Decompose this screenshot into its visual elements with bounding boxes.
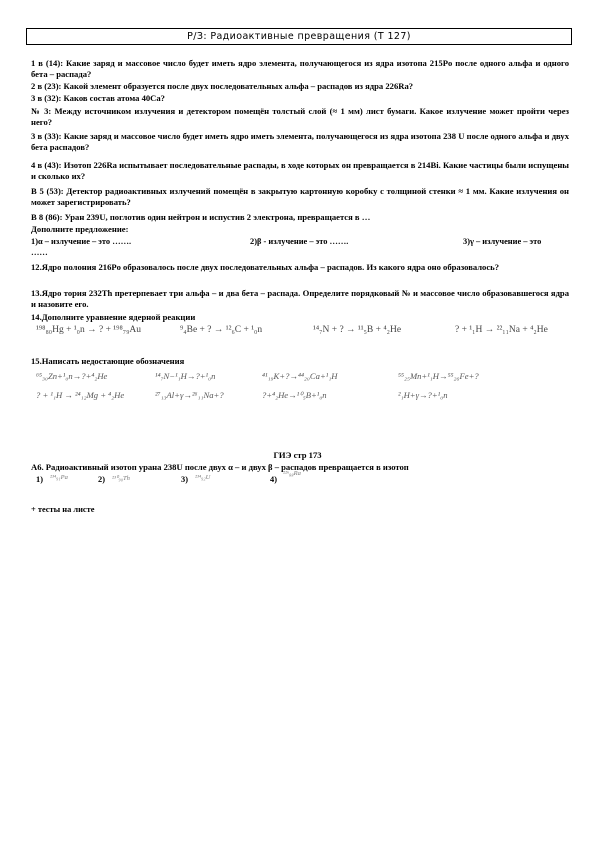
equation-14-4: ? + ¹₁H → ²²₁₁Na + ⁴₂He (455, 325, 548, 335)
fill-gamma-cont: …… (31, 248, 48, 257)
equation-14-3: ¹⁴₇N + ? → ¹¹₅B + ⁴₂He (313, 325, 402, 335)
fill-beta: 2)β - излучение – это ……. (250, 237, 349, 246)
equation-15-6: ²⁷₁₃Al+γ→²⁶₁₁Na+? (155, 390, 224, 400)
question-2: 2 в (23): Какой элемент образуется после двух последовательных альфа – распадов из ядра 226Ra? (31, 81, 414, 91)
fill-alpha: 1)α – излучение – это ……. (31, 237, 132, 246)
question-a6: А6. Радиоактивный изотоп урана 238U после двух α – и двух β – распадов превращается в изотоп (31, 462, 409, 472)
equation-15-4: ⁵⁵₂₅Mn+¹₁H→⁵⁵₂₆Fe+? (398, 371, 479, 381)
equation-15-3: ⁴¹₁₉K+?→⁴⁴₂₀Ca+¹₁H (262, 371, 338, 381)
question-14: 14.Дополните уравнение ядерной реакции (31, 312, 196, 322)
option-2-symbol: ²³⁰₉₀Th (112, 475, 130, 482)
question-5: 3 в (33): Какие заряд и массовое число будет иметь ядро иметь элемента, получающегося из ядра изотопа 238 U после одного альфа и двух бета распадов? (31, 131, 569, 153)
question-3: 3 в (32): Каков состав атома 40Ca? (31, 93, 165, 103)
worksheet-title: Р/З: Радиоактивные превращения (Т 127) (26, 28, 572, 45)
question-4: № 3: Между источником излучения и детектором помещён толстый слой (≈ 1 мм) лист бумаги. Какое излучение может пройти через него? (31, 106, 569, 128)
equation-15-5: ? + ¹₁H → ²⁴₁₂Mg + ⁴₂He (36, 390, 125, 400)
question-1: 1 в (14): Какие заряд и массовое число будет иметь ядро элемента, получающегося из ядра изотопа 215Po после одного альфа и одного бета – распада? (31, 58, 569, 80)
question-12: 12.Ядро полония 216Po образовалось после двух последовательных альфа – распадов. Из какого ядра оно образовалось? (31, 262, 499, 272)
gia-heading: ГИЭ стр 173 (273, 450, 322, 460)
option-3-label: 3) (181, 475, 188, 484)
option-2-label: 2) (98, 475, 105, 484)
question-7: В 5 (53): Детектор радиоактивных излучений помещён в закрытую картонную коробку с толщиной стенки ≈ 1 мм. Какие излучения он может зарегистрировать? (31, 186, 569, 208)
equation-14-2: ⁹₄Be + ? → ¹²₆C + ¹₀n (180, 325, 263, 335)
option-4-symbol: ²²⁶₈₈Ra (283, 470, 301, 477)
option-3-symbol: ²³⁴₉₂U (195, 474, 211, 481)
equation-14-1: ¹⁹⁸₈₀Hg + ¹₀n → ? + ¹⁹⁸₇₉Au (36, 325, 142, 335)
option-1-symbol: ²³⁴₉₁Pa (50, 474, 68, 481)
equation-15-2: ¹⁴₇N−¹₁H→?+¹₀n (155, 371, 216, 381)
option-4-label: 4) (270, 475, 277, 484)
fill-gamma: 3)γ – излучение – это (463, 237, 542, 246)
equation-15-1: ⁶⁵₃₀Zn+¹₀n→?+⁴₂He (36, 371, 108, 381)
option-1-label: 1) (36, 475, 43, 484)
equation-15-7: ?+⁴₂He→¹⁰₅B+¹₀n (262, 390, 327, 400)
question-6: 4 в (43): Изотоп 226Ra испытывает последовательные распады, в ходе которых он превращается в 214Bi. Какие частицы были испущены и сколько их? (31, 160, 569, 182)
question-15: 15.Написать недостающие обозначения (31, 356, 185, 366)
equation-15-8: ²₁H+γ→?+¹₀n (398, 390, 448, 400)
footer-note: + тесты на листе (31, 505, 95, 514)
fill-header: Дополните предложение: (31, 224, 129, 234)
question-8: В 8 (86): Уран 239U, поглотив один нейтрон и испустив 2 электрона, превращается в … (31, 212, 371, 222)
question-13: 13.Ядро тория 232Th претерпевает три альфа – и два бета – распада. Определите порядковый № и массовое число образовавшегося ядра и назовите его. (31, 288, 569, 310)
